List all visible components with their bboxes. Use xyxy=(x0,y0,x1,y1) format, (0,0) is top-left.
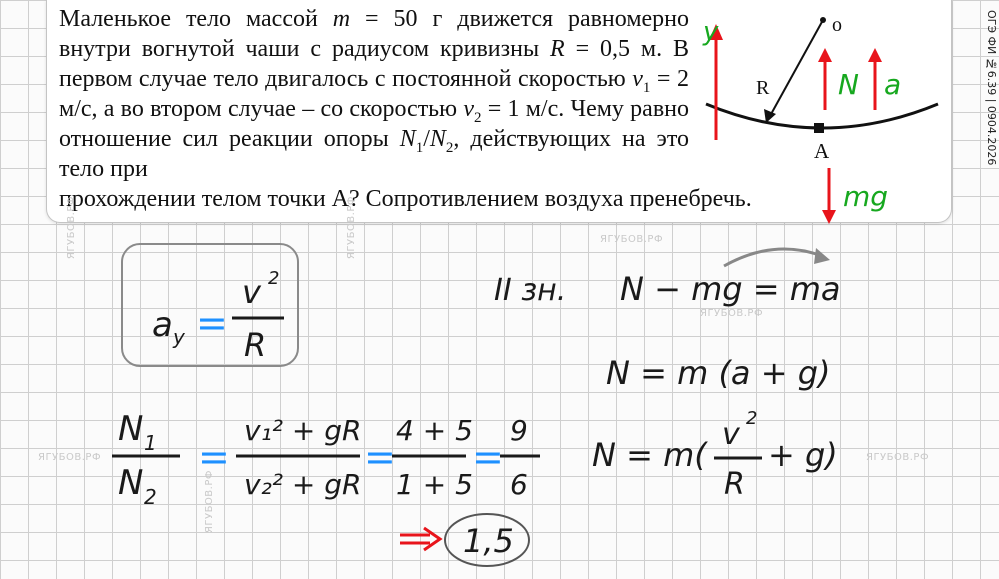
center-label: o xyxy=(832,14,842,36)
equals-sign: = xyxy=(472,435,504,479)
problem-text-part: = 1 м/с. Чему равно отношение сил реакции опоры xyxy=(59,96,690,152)
problem-text-part: / xyxy=(423,126,430,152)
watermark: ЯГУБОВ.РФ xyxy=(700,308,764,319)
normal-force-expr-lhs: N = m( xyxy=(592,436,707,474)
y-axis-label: y xyxy=(703,17,719,47)
acceleration-label: a xyxy=(884,68,902,101)
normal-force-equation: N = m (a + g) xyxy=(606,354,831,392)
equals-sign: = xyxy=(198,435,230,479)
problem-text-part: = 0,5 м. В первом случае тело двигалось с постоянной скоростью xyxy=(59,36,690,92)
problem-text-part: = 50 г движется равномерно внутри вогнутой чаши с радиусом кривизны xyxy=(59,6,689,62)
normal-force-label: N xyxy=(838,68,859,101)
watermark: ЯГУБОВ.РФ xyxy=(866,452,930,463)
ratio-denominator: N xyxy=(118,463,144,503)
step2-numerator: 4 + 5 xyxy=(396,414,473,447)
step1-numerator: v₁² + gR xyxy=(244,414,362,447)
side-label: ОГЭ ФИ №6.39 | 0904.2026 xyxy=(985,10,998,166)
force-variable: N xyxy=(399,126,416,152)
watermark: ЯГУБОВ.РФ xyxy=(346,196,357,260)
problem-text-part: Маленькое тело массой xyxy=(59,6,333,32)
accel-exponent: 2 xyxy=(268,268,280,289)
problem-text-part: прохождении телом точки А? Сопротивлением воздуха пренебречь. xyxy=(59,186,752,212)
mass-variable: m xyxy=(332,6,351,32)
watermark: ЯГУБОВ.РФ xyxy=(38,452,102,463)
ratio-numerator-subscript: 1 xyxy=(144,431,157,455)
accel-symbol: a xyxy=(152,305,173,345)
radius-label: R xyxy=(756,77,770,99)
step3-numerator: 9 xyxy=(510,414,528,447)
normal-force-expr-num: v xyxy=(722,417,740,452)
watermark: ЯГУБОВ.РФ xyxy=(204,470,215,534)
watermark: ЯГУБОВ.РФ xyxy=(66,196,77,260)
normal-force-expr-exp: 2 xyxy=(746,408,758,429)
answer-value: 1,5 xyxy=(463,522,514,560)
move-arrow-curve xyxy=(724,249,822,266)
subscript: 1 xyxy=(642,79,651,96)
subscript: 1 xyxy=(415,139,424,156)
point-a-label: A xyxy=(814,139,830,163)
ratio-denominator-subscript: 2 xyxy=(144,485,157,509)
accel-subscript: y xyxy=(173,325,185,349)
equals-sign: = xyxy=(196,301,228,345)
step3-denominator: 6 xyxy=(510,468,528,501)
normal-force-expr-den: R xyxy=(724,467,745,502)
ratio-numerator: N xyxy=(118,409,144,449)
answer-arrow-icon xyxy=(400,528,440,550)
equals-sign: = xyxy=(364,435,396,479)
step1-denominator: v₂² + gR xyxy=(244,468,362,501)
law-label: II зн. xyxy=(494,273,567,308)
gravity-label: mg xyxy=(843,180,889,213)
step2-denominator: 1 + 5 xyxy=(396,468,473,501)
accel-denominator: R xyxy=(244,326,267,364)
newton-equation: N − mg = ma xyxy=(620,270,841,308)
accel-numerator: v xyxy=(242,273,261,311)
subscript: 2 xyxy=(473,109,482,126)
problem-text-part: , действующих на это тело при xyxy=(59,126,689,182)
velocity-variable: v xyxy=(632,66,643,92)
radius-variable: R xyxy=(550,36,565,62)
normal-force-expr-tail: + g) xyxy=(768,436,838,474)
velocity-variable: v xyxy=(463,96,474,122)
watermark: ЯГУБОВ.РФ xyxy=(600,234,664,245)
subscript: 2 xyxy=(445,139,454,156)
force-variable: N xyxy=(429,126,446,152)
problem-text-part: = 2 м/с, а во втором случае – со скоростью xyxy=(59,66,689,122)
move-arrowhead-icon xyxy=(814,248,830,264)
